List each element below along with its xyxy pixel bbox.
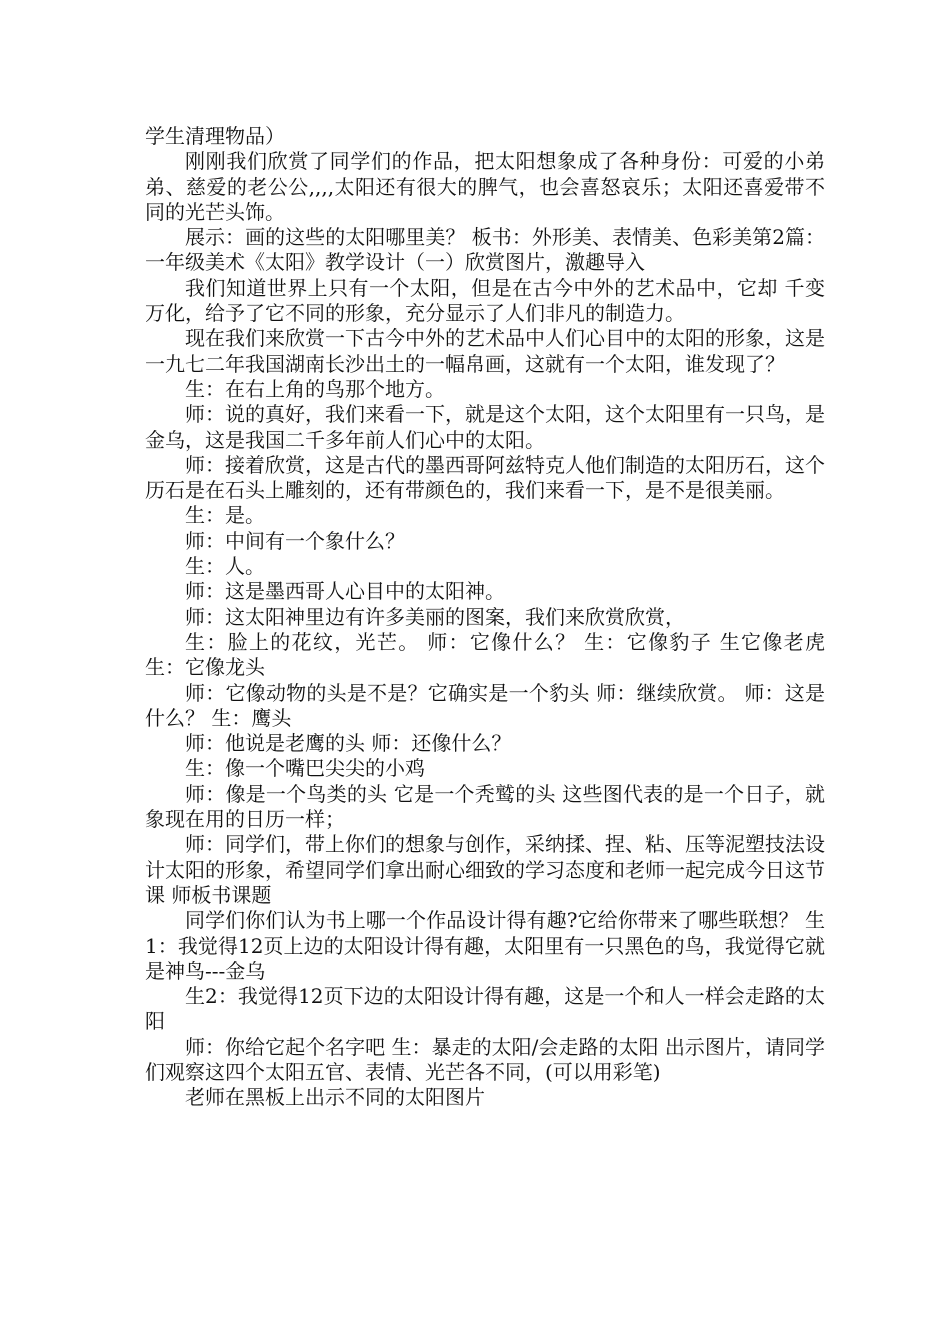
paragraph: 生：脸上的花纹，光芒。 师：它像什么？ 生：它像豹子 生它像老虎 生：它像龙头 [145,629,825,680]
paragraph: 我们知道世界上只有一个太阳，但是在古今中外的艺术品中，它却 千变万化，给予了它不同的形象，充分显示了人们非凡的制造力。 [145,275,825,326]
paragraph: 生：是。 [185,503,265,528]
paragraph: 师：这太阳神里边有许多美丽的图案，我们来欣赏欣赏， [185,604,685,629]
paragraph: 师：它像动物的头是不是？它确实是一个豹头 师：继续欣赏。 师：这是什么？ 生：鹰头 [145,680,825,730]
paragraph: 刚刚我们欣赏了同学们的作品，把太阳想象成了各种身份：可爱的小弟弟、慈爱的老公公,,,,太阳还有很大的脾气，也会喜怒哀乐；太阳还喜爱带不同的光芒头饰。 [145,149,825,224]
paragraph: 师：他说是老鹰的头 师：还像什么？ [185,731,512,756]
paragraph: 生2：我觉得12页下边的太阳设计得有趣，这是一个和人一样会走路的太阳 [145,984,825,1034]
paragraph: 师：中间有一个象什么？ [185,528,405,553]
paragraph: 师：接着欣赏，这是古代的墨西哥阿兹特克人他们制造的太阳历石，这个历石是在石头上雕刻的，还有带颜色的，我们来看一下，是不是很美丽。 [145,452,825,503]
paragraph: 师：像是一个鸟类的头 它是一个秃鹫的头 这些图代表的是一个日子，就象现在用的日历一样； [145,781,825,832]
document-body [145,124,825,1111]
paragraph: 生：在右上角的鸟那个地方。 [185,376,445,401]
paragraph: 师：你给它起个名字吧 生：暴走的太阳/会走路的太阳 出示图片，请同学们观察这四个太阳五官、表情、光芒各不同，(可以用彩笔) [145,1034,825,1084]
paragraph: 师：同学们，带上你们的想象与创作，采纳揉、捏、粘、压等泥塑技法设计太阳的形象，希望同学们拿出耐心细致的学习态度和老师一起完成今日这节课 师板书课题 [145,832,825,907]
paragraph: 同学们你们认为书上哪一个作品设计得有趣?它给你带来了哪些联想？ 生1：我觉得12页上边的太阳设计得有趣，太阳里有一只黑色的鸟，我觉得它就是神鸟---金乌 [145,908,825,983]
paragraph: 学生清理物品） [145,124,285,148]
paragraph: 生：像一个嘴巴尖尖的小鸡 [185,756,425,781]
paragraph: 师：这是墨西哥人心目中的太阳神。 [185,579,505,604]
paragraph: 师：说的真好，我们来看一下，就是这个太阳，这个太阳里有一只鸟，是金乌，这是我国二千多年前人们心中的太阳。 [145,402,825,452]
paragraph: 现在我们来欣赏一下古今中外的艺术品中人们心目中的太阳的形象，这是一九七二年我国湖南长沙出土的一幅帛画，这就有一个太阳，谁发现了？ [145,326,825,376]
paragraph: 展示：画的这些的太阳哪里美？ 板书：外形美、表情美、色彩美第2篇：一年级美术《太阳》教学设计（一）欣赏图片，激趣导入 [145,225,825,275]
paragraph: 老师在黑板上出示不同的太阳图片 [185,1085,485,1110]
paragraph: 生：人。 [185,554,265,579]
